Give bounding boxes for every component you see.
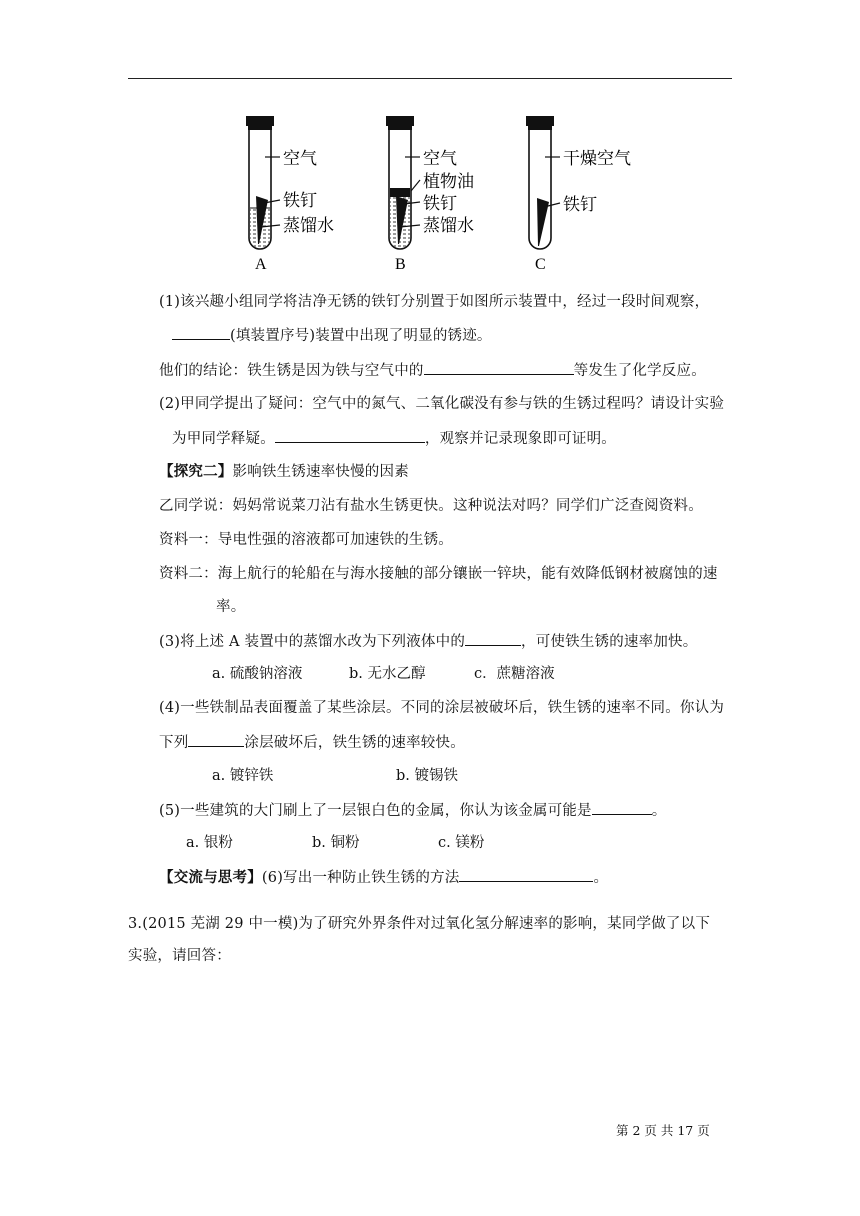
q4-line-1: (4)一些铁制品表面覆盖了某些涂层。不同的涂层被破坏后，铁生锈的速率不同。你认为 [159,700,725,716]
nail-icon [537,198,549,246]
q5-option-b: b. 铜粉 [312,835,360,851]
q5-text-b: 。 [651,803,667,819]
q4-option-a: a. 镀锌铁 [212,768,274,784]
problem-3-line-1: 3.(2015 芜湖 29 中一模)为了研究外界条件对过氧化氢分解速率的影响，某同学做了以下 [128,916,711,932]
q6-head: 【交流与思考】 [159,869,262,886]
q6-text-b: 。 [593,870,609,886]
q2-line-1: (2)甲同学提出了疑问：空气中的氮气、二氧化碳没有参与铁的生锈过程吗？请设计实验 [159,396,725,412]
explore2-heading [159,462,409,482]
explore2-head: 【探究二】 [159,463,233,480]
explore2-title: 影响铁生锈速率快慢的因素 [232,464,409,480]
problem-3-line-2: 实验，请回答： [128,948,231,964]
tube-c [526,116,631,273]
tube-a-label-water: 蒸馏水 [283,216,334,236]
tube-b [386,116,474,273]
q1-line-3 [159,360,706,381]
q2-line-2 [172,428,616,449]
q3-line-1 [159,631,697,652]
q3-option-c: c．蔗糖溶液 [474,666,555,682]
q4-text-a: 下列 [159,735,189,751]
tube-c-label-nail: 铁钉 [563,195,597,215]
tube-a [246,116,334,273]
q3-text-a: (3)将上述 A 装置中的蒸馏水改为下列液体中的 [159,634,466,650]
tube-c-label-dry-air: 干燥空气 [563,149,631,169]
tube-b-letter: B [395,256,406,273]
q5-text-a: (5)一些建筑的大门刷上了一层银白色的金属，你认为该金属可能是 [159,803,592,819]
q3-option-b: b. 无水乙醇 [349,666,426,682]
q2-line-2-text-b: ，观察并记录现象即可证明。 [424,431,617,447]
answer-blank[interactable] [465,631,521,646]
q1-line-3-text-b: 等发生了化学反应。 [573,363,706,379]
q3-text-b: ，可使铁生锈的速率加快。 [521,634,698,650]
tube-a-letter: A [255,256,267,273]
q1-line-2-text: (填装置序号)装置中出现了明显的锈迹。 [230,328,492,344]
answer-blank[interactable] [275,428,425,443]
tube-b-label-water: 蒸馏水 [423,216,474,236]
q4-line-2 [159,732,465,753]
header-rule [128,78,732,79]
q2-line-2-text-a: 为甲同学释疑。 [172,431,275,447]
answer-blank[interactable] [459,867,593,882]
q4-option-b: b. 镀锡铁 [396,768,458,784]
answer-blank[interactable] [592,800,652,815]
q6-text-a: (6)写出一种防止铁生锈的方法 [261,870,460,886]
q6-line [159,867,608,888]
tube-b-label-air: 空气 [423,149,457,169]
explore2-p3a: 资料二：海上航行的轮船在与海水接触的部分镶嵌一锌块，能有效降低钢材被腐蚀的速 [159,566,718,582]
tube-a-label-air: 空气 [283,149,317,169]
q1-line-1: (1)该兴趣小组同学将洁净无锈的铁钉分别置于如图所示装置中，经过一段时间观察， [159,294,710,310]
answer-blank[interactable] [424,360,574,375]
explore2-p3b: 率。 [216,599,246,615]
oil-layer [390,188,410,197]
test-tube-figure [228,112,668,277]
q1-line-3-text-a: 他们的结论：铁生锈是因为铁与空气中的 [159,363,424,379]
answer-blank[interactable] [172,325,230,340]
tube-b-label-nail: 铁钉 [423,194,457,214]
tube-b-label-oil: 植物油 [423,172,474,192]
q5-option-c: c. 镁粉 [438,835,485,851]
explore2-p1: 乙同学说：妈妈常说菜刀沾有盐水生锈更快。这种说法对吗？同学们广泛查阅资料。 [159,498,703,514]
q5-line-1 [159,800,666,821]
q4-text-b: 涂层破坏后，铁生锈的速率较快。 [244,735,465,751]
q1-line-2 [172,325,492,346]
tube-a-label-nail: 铁钉 [283,191,317,211]
q3-option-a: a. 硫酸钠溶液 [212,666,303,682]
q5-option-a: a. 银粉 [186,835,233,851]
page-footer: 第 2 页 共 17 页 [616,1123,710,1138]
answer-blank[interactable] [188,732,244,747]
tube-c-letter: C [535,256,546,273]
explore2-p2: 资料一：导电性强的溶液都可加速铁的生锈。 [159,532,453,548]
